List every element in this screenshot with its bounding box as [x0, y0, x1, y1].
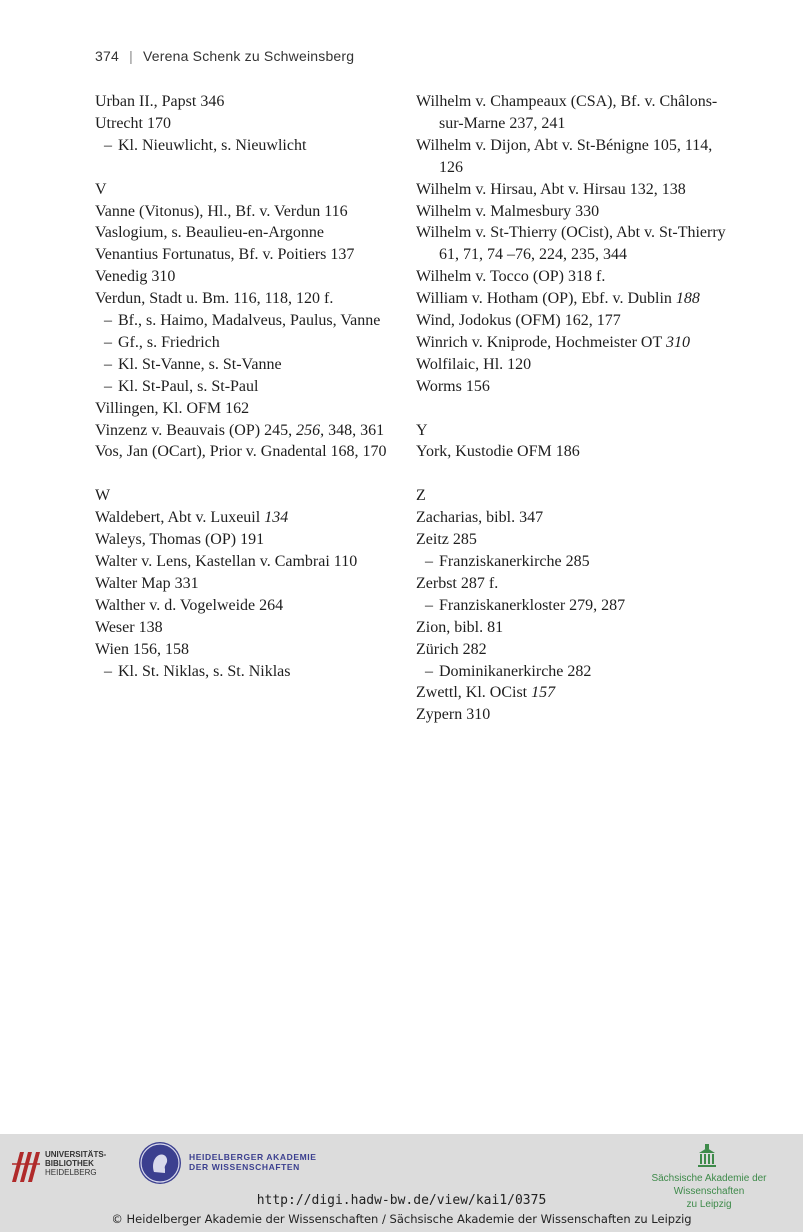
index-subentry [416, 595, 736, 617]
subentry-dash: – [104, 312, 112, 330]
subentry-dash: – [104, 333, 112, 351]
heidelberg-academy-name [189, 1152, 317, 1172]
index-entry [416, 639, 736, 661]
index-entry [95, 266, 395, 288]
entry-text: Zacharias, bibl. 347 [416, 509, 544, 527]
index-entry [416, 354, 736, 376]
entry-text: Vinzenz v. Beauvais (OP) 245, [95, 421, 297, 439]
header-separator: | [129, 48, 133, 64]
entry-text: Venedig 310 [95, 268, 176, 286]
entry-text: Kl. St-Vanne, s. St-Vanne [118, 355, 282, 373]
page-number: 374 [95, 48, 119, 64]
entry-text: Dominikanerkirche 282 [439, 662, 592, 680]
entry-text: Zerbst 287 f. [416, 574, 499, 592]
index-column-right [416, 91, 736, 726]
index-entry [416, 332, 736, 354]
index-entry [416, 266, 736, 288]
index-entry [95, 201, 395, 223]
index-entry [416, 179, 736, 201]
entry-italic-page: 188 [675, 290, 700, 308]
index-entry [95, 222, 395, 244]
entry-text: Gf., s. Friedrich [118, 333, 220, 351]
index-subentry [95, 310, 395, 332]
index-subentry [416, 661, 736, 683]
entry-text: Villingen, Kl. OFM 162 [95, 399, 250, 417]
index-entry [416, 682, 736, 704]
index-subentry [416, 551, 736, 573]
index-entry [416, 288, 736, 310]
index-subentry [95, 135, 395, 157]
entry-text: Walther v. d. Vogelweide 264 [95, 596, 284, 614]
entry-text: Vanne (Vitonus), Hl., Bf. v. Verdun 116 [95, 202, 348, 220]
entry-text: Wolfilaic, Hl. 120 [416, 355, 532, 373]
entry-text: York, Kustodie OFM 186 [416, 443, 580, 461]
index-entry [95, 113, 395, 135]
entry-italic-page: 134 [264, 509, 289, 527]
entry-text: Wilhelm v. St-Thierry (OCist), Abt v. St-Thierry 61, 71, 74 –76, 224, 235, 344 [416, 224, 726, 264]
index-entry [416, 91, 736, 135]
index-letter-heading: V [95, 180, 107, 198]
index-entry [95, 441, 395, 463]
index-letter-heading: Z [416, 487, 426, 505]
index-entry [95, 639, 395, 661]
permalink-url[interactable]: http://digi.hadw-bw.de/view/kai1/0375 [256, 1193, 547, 1208]
entry-text: Verdun, Stadt u. Bm. 116, 118, 120 f. [95, 290, 334, 308]
entry-text: Zypern 310 [416, 706, 491, 724]
entry-text: Waldebert, Abt v. Luxeuil [95, 509, 265, 527]
entry-text: Weser 138 [95, 618, 163, 636]
index-entry [95, 573, 395, 595]
academy-seal-icon[interactable] [139, 1142, 181, 1184]
index-entry [95, 420, 395, 442]
entry-text: Waleys, Thomas (OP) 191 [95, 531, 265, 549]
entry-text: Venantius Fortunatus, Bf. v. Poitiers 137 [95, 246, 355, 264]
entry-text: Wilhelm v. Dijon, Abt v. St-Bénigne 105, 114, 126 [416, 136, 713, 176]
subentry-dash: – [104, 662, 112, 680]
entry-text: Vaslogium, s. Beaulieu-en-Argonne [95, 224, 324, 242]
entry-text: Franziskanerkloster 279, 287 [439, 596, 626, 614]
entry-text: Vos, Jan (OCart), Prior v. Gnadental 168, 170 [95, 443, 387, 461]
index-entry [416, 222, 736, 266]
entry-text: Utrecht 170 [95, 114, 171, 132]
index-subentry [95, 376, 395, 398]
entry-text: Kl. St. Niklas, s. St. Niklas [118, 662, 291, 680]
entry-text: Wilhelm v. Champeaux (CSA), Bf. v. Châlons-sur-Marne 237, 241 [416, 93, 718, 132]
subentry-dash: – [425, 596, 433, 614]
copyright-notice: © Heidelberger Akademie der Wissenschaften / Sächsische Akademie der Wissenschaften zu Leipzig [111, 1212, 692, 1226]
index-entry [416, 617, 736, 639]
entry-text: Worms 156 [416, 377, 490, 395]
index-entry [95, 398, 395, 420]
author-name: Verena Schenk zu Schweinsberg [143, 48, 355, 64]
entry-text-tail: , 348, 361 [320, 421, 385, 439]
index-entry [95, 91, 395, 113]
subentry-dash: – [104, 377, 112, 395]
index-subentry [95, 661, 395, 683]
entry-text: Wilhelm v. Tocco (OP) 318 f. [416, 268, 606, 286]
entry-text: Wilhelm v. Malmesbury 330 [416, 202, 600, 220]
entry-text: Winrich v. Kniprode, Hochmeister OT [416, 333, 666, 351]
index-entry [416, 135, 736, 179]
entry-text: Walter Map 331 [95, 574, 199, 592]
entry-text: William v. Hotham (OP), Ebf. v. Dublin [416, 290, 676, 308]
entry-text: Wilhelm v. Hirsau, Abt v. Hirsau 132, 138 [416, 180, 686, 198]
entry-text: Zürich 282 [416, 640, 487, 658]
entry-text: Franziskanerkirche 285 [439, 553, 590, 570]
index-subentry [95, 354, 395, 376]
index-entry [95, 288, 395, 310]
index-entry [95, 551, 395, 573]
entry-text: Walter v. Lens, Kastellan v. Cambrai 110 [95, 553, 358, 570]
subentry-dash: – [104, 136, 112, 154]
saw-line-2: zu Leipzig [686, 1199, 732, 1210]
subentry-dash: – [425, 553, 433, 570]
entry-text: Bf., s. Haimo, Madalveus, Paulus, Vanne [118, 312, 381, 330]
index-letter-heading: Y [416, 421, 428, 439]
entry-text: Zwettl, Kl. OCist [416, 684, 532, 702]
index-entry [416, 507, 736, 529]
index-subentry [95, 332, 395, 354]
ub-line-1: UNIVERSITÄTS- [45, 1150, 107, 1159]
running-head [95, 48, 354, 64]
index-entry [416, 704, 736, 726]
university-library-name [45, 1150, 106, 1177]
index-entry [416, 310, 736, 332]
entry-text: Kl. Nieuwlicht, s. Nieuwlicht [118, 136, 307, 154]
entry-italic-page: 256 [296, 421, 321, 439]
entry-text: Kl. St-Paul, s. St-Paul [118, 377, 259, 395]
entry-text: Wien 156, 158 [95, 640, 190, 658]
entry-italic-page: 157 [531, 684, 556, 702]
hadw-line-1: HEIDELBERGER AKADEMIE [189, 1152, 317, 1162]
index-column-left [95, 91, 395, 682]
index-entry [416, 441, 736, 463]
index-entry [416, 573, 736, 595]
saw-line-1: Sächsische Akademie der Wissenschaften [651, 1173, 767, 1197]
subentry-dash: – [425, 662, 433, 680]
index-entry [416, 529, 736, 551]
index-entry [95, 507, 395, 529]
index-entry [95, 595, 395, 617]
hadw-line-2: DER WISSENSCHAFTEN [189, 1162, 300, 1172]
index-entry [95, 617, 395, 639]
ub-line-3: HEIDELBERG [45, 1168, 97, 1177]
saxon-academy-building-icon[interactable] [697, 1144, 717, 1168]
index-entry [95, 529, 395, 551]
index-entry [416, 201, 736, 223]
entry-text: Zeitz 285 [416, 531, 477, 549]
ub-line-2: BIBLIOTHEK [45, 1159, 94, 1168]
subentry-dash: – [104, 355, 112, 373]
index-entry [416, 376, 736, 398]
index-letter-heading: W [95, 487, 111, 505]
entry-text: Urban II., Papst 346 [95, 93, 225, 110]
index-entry [95, 244, 395, 266]
entry-text: Wind, Jodokus (OFM) 162, 177 [416, 312, 621, 330]
entry-text: Zion, bibl. 81 [416, 618, 504, 636]
entry-italic-page: 310 [665, 333, 690, 351]
